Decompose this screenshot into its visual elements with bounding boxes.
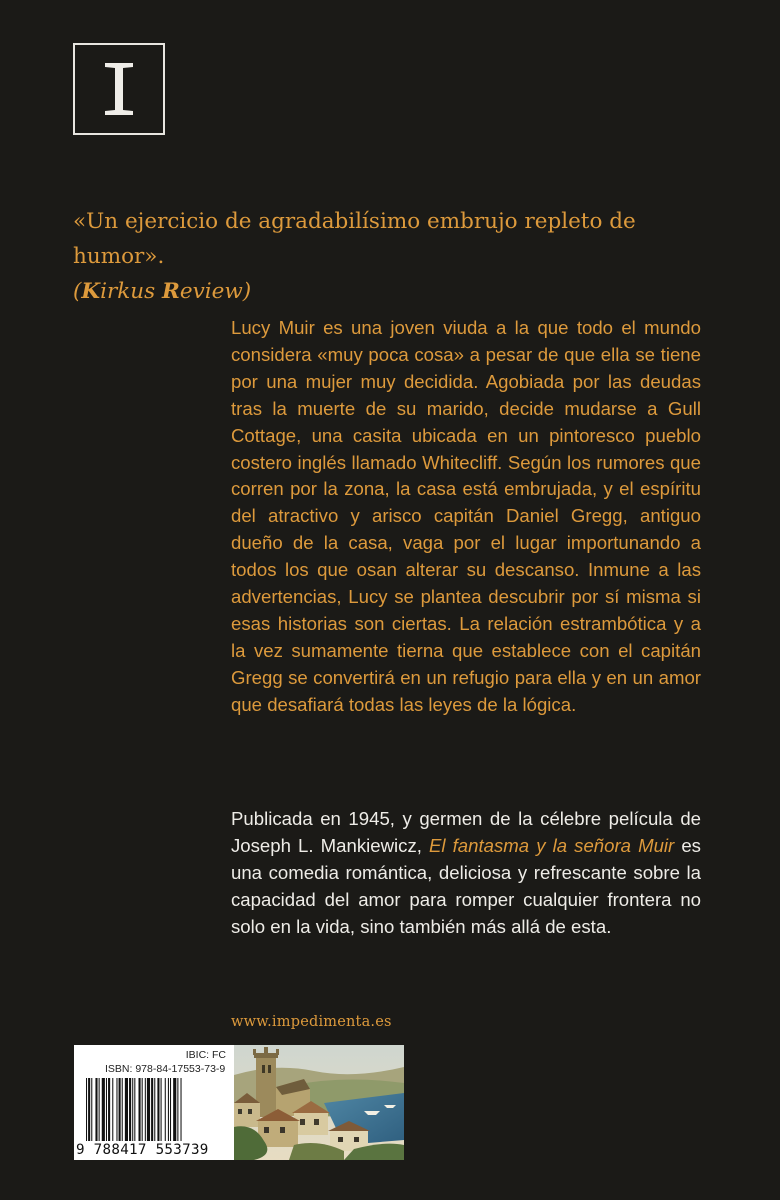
publication-note-after: es una comedia romántica, deliciosa y refrescante sobre la capacidad del amor para romper cualquier frontera no solo en la vida, sino también más allá de esta.: [231, 834, 701, 937]
source-r-rest: eview): [179, 279, 252, 304]
source-k-rest: irkus: [100, 279, 162, 304]
barcode-bar: [95, 1078, 97, 1141]
barcode-bar: [88, 1078, 90, 1141]
barcode-panel: [74, 1045, 234, 1160]
barcode-bar: [173, 1078, 176, 1141]
barcode-bar: [122, 1078, 123, 1141]
film-title: El fantasma y la señora Muir: [429, 834, 675, 856]
isbn-label: ISBN: 978-84-17553-73-9: [105, 1063, 226, 1075]
barcode-bar: [116, 1078, 117, 1141]
synopsis-text: Lucy Muir es una joven viuda a la que todo el mundo considera «muy poca cosa» a pesar de que ella se tiene por una mujer muy decidida. Agobiada por las deudas tras la muerte de su marido, decide mudarse a Gull Cottage, una casita ubicada en un pintoresco pueblo costero inglés llamado Whitecliff. Según los rumores que corren por la zona, la casa está embrujada, y el espíritu del atractivo y arisco capitán Daniel Gregg, antiguo dueño de la casa, vaga por el lugar importunando a todos los que osan alterar su descanso. Inmune a las advertencias, Lucy se plantea descubrir por sí misma si esas historias son ciertas. La relación estrambótica y a la vez sumamente tierna que establece con el capitán Gregg se convertirá en un refugio para ella y en un amor que desafiará todas las leyes de la lógica.: [231, 317, 701, 715]
barcode-bar: [154, 1078, 155, 1141]
barcode-bar: [145, 1078, 146, 1141]
barcode-bar: [139, 1078, 141, 1141]
barcode-bar: [157, 1078, 159, 1141]
barcode-bar: [151, 1078, 153, 1141]
barcode-bar: [102, 1078, 105, 1141]
publisher-website[interactable]: www.impedimenta.es: [231, 1014, 392, 1030]
barcode-bar: [142, 1078, 143, 1141]
ibic-label: IBIC: FC: [185, 1049, 226, 1061]
barcode-bar: [147, 1078, 150, 1141]
cover-art-painting: [234, 1045, 404, 1160]
barcode-bar: [108, 1078, 110, 1141]
publication-note: [231, 806, 701, 941]
barcode-bar: [125, 1078, 128, 1141]
impedimenta-logo-icon: [99, 59, 139, 119]
barcode-bar: [99, 1078, 100, 1141]
barcode-bar: [165, 1078, 166, 1141]
barcode-bar: [86, 1078, 87, 1141]
review-quote-text: «Un ejercicio de agradabilísimo embrujo repleto de humor».: [73, 209, 636, 269]
barcode-bar: [106, 1078, 107, 1141]
publication-note-text: [231, 806, 701, 941]
barcode-bar: [132, 1078, 133, 1141]
barcode-bar: [181, 1078, 182, 1141]
barcode-bar: [168, 1078, 169, 1141]
barcode-bar: [91, 1078, 92, 1141]
source-r: R: [161, 279, 180, 304]
barcode-bar: [129, 1078, 131, 1141]
harbor-town-painting-icon: [234, 1045, 404, 1160]
barcode-bar: [161, 1078, 162, 1141]
barcode-bar: [177, 1078, 178, 1141]
ean-digits: 9 788417 553739: [76, 1142, 209, 1158]
source-open-paren: (: [73, 279, 82, 304]
publication-note-before: Publicada en 1945, y germen de la célebre película de Joseph L. Mankiewicz,: [231, 808, 701, 856]
review-quote: [73, 204, 693, 309]
source-k: K: [81, 279, 101, 304]
barcode-bar: [112, 1078, 113, 1141]
synopsis-block: [231, 315, 701, 719]
barcode-bar: [170, 1078, 171, 1141]
barcode-bar: [134, 1078, 135, 1141]
review-quote-source: [73, 274, 693, 309]
publisher-logo: [73, 43, 165, 135]
barcode-bar: [119, 1078, 121, 1141]
